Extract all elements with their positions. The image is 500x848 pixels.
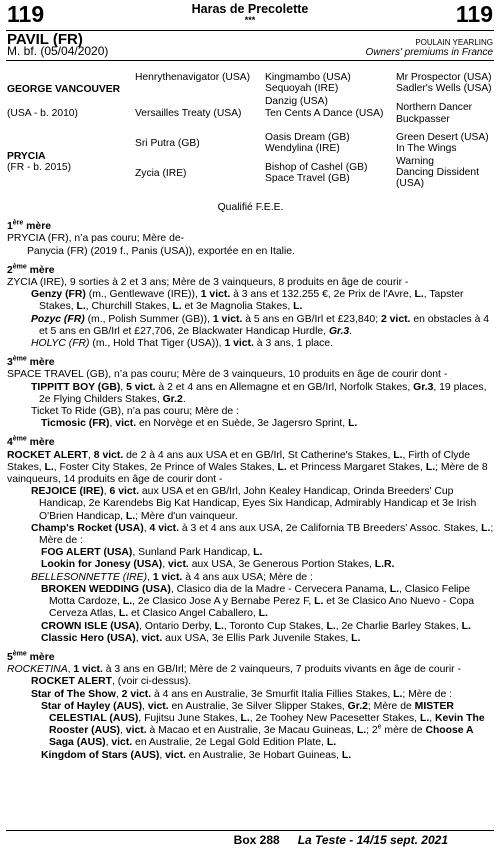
g4-4: Buckpasser (396, 114, 450, 125)
horse-name: PAVIL (FR) (7, 31, 83, 48)
section-1ere-mere: 1ère mère (7, 219, 52, 233)
paragraph: Panycia (FR) (2019 f., Panis (USA)), exportée en en Italie. (27, 245, 295, 257)
g4-1: Mr Prospector (USA) (396, 72, 492, 83)
lot-number-right: 119 (455, 1, 493, 27)
g3-1: Kingmambo (USA) (265, 72, 351, 83)
qualifie-note: Qualifié F.E.E. (217, 202, 284, 213)
paragraph: ROCKETINA, 1 vict. à 3 ans en GB/Irl; Mère de 2 vainqueurs, 7 produits vivants en âge de courir - (7, 664, 461, 676)
paragraph: Champ's Rocket (USA), 4 vict. à 3 et 4 ans aux USA, 2e California TB Breeders' Assoc. Stakes, L.; Mère de : (31, 522, 494, 547)
sale-venue-date: La Teste - 14/15 sept. 2021 (297, 833, 448, 847)
section-2eme-mere: 2ème mère (7, 263, 55, 276)
premiums-note: Owners' premiums in France (365, 47, 493, 58)
paragraph: SPACE TRAVEL (GB), n’a pas couru; Mère de 3 vainqueurs, 10 produits en âge de courir dont - (7, 369, 448, 381)
paragraph: Ticmosic (FR), vict. en Norvège et en Suède, 3e Jagersro Sprint, L. (41, 418, 358, 430)
g4-5: Green Desert (USA) (396, 132, 489, 143)
paragraph: Ticket To Ride (GB), n’a pas couru; Mère de : (31, 406, 239, 418)
g4-7: Warning (396, 156, 434, 167)
box-number: Box 288 (233, 833, 280, 847)
g3-5: Oasis Dream (GB) (265, 132, 350, 143)
paragraph: BROKEN WEDDING (USA), Clasico dia de la Madre - Cervecera Panama, L., Clasico Felipe Motta Cardoze, L., 2e Clasico Jose A y Bernabe Perez F, L. et 3e Clasico Ano Nuevo - Copa Cerveza Atlas, L. et Clasico Angel Caballero, L. (41, 583, 475, 620)
sire-name: GEORGE VANCOUVER (7, 84, 121, 95)
paragraph: HOLYC (FR) (m., Hold That Tiger (USA)), 1 vict. à 3 ans, 1 place. (31, 338, 334, 350)
paragraph: ROCKET ALERT, 8 vict. de 2 à 4 ans aux USA et en GB/Irl, St Catherine's Stakes, L., Firth of Clyde Stakes, L., Foster City Stakes, 2e Prince of Wales Stakes, L. et Princess Margaret Stakes, L.; Mère de 8 vainqueurs, 14 produits en âge de courir dont - (7, 449, 488, 486)
dam-info: (FR - b. 2015) (7, 162, 72, 173)
section-3eme-mere: 3ème mère (7, 355, 55, 369)
g2-dam-dam: Zycia (IRE) (135, 168, 187, 179)
paragraph: TIPPITT BOY (GB), 5 vict. à 2 et 4 ans en Allemagne et en GB/Irl, Norfolk Stakes, Gr.3, 19 places, 2e Flying Childers Stakes, Gr.2. (31, 381, 487, 405)
g2-sire-sire: Henrythenavigator (USA) (135, 72, 251, 83)
g3-4: Ten Cents A Dance (USA) (265, 108, 384, 119)
lot-number-left: 119 (7, 1, 45, 27)
paragraph: CROWN ISLE (USA), Ontario Derby, L., Toronto Cup Stakes, L., 2e Charlie Barley Stakes, L. (41, 620, 471, 632)
g4-6: In The Wings (396, 143, 457, 154)
paragraph: Star of Hayley (AUS), vict. en Australie, 3e Silver Slipper Stakes, Gr.2; Mère de MISTER CELESTIAL (AUS), Fujitsu June Stakes, L., 2e Toohey New Pacesetter Stakes, L., Kevin The Rooster (AUS), vict. à Macao et en Australie, 3e Macau Guineas, L.; 2e mère de Choose A Saga (AUS), vict. en Australie, 2e Legal Gold Edition Plate, L. (41, 700, 485, 749)
paragraph: REJOICE (IRE), 6 vict. aux USA et en GB/Irl, John Kealey Handicap, Orinda Breeders' Cup Handicap, 2e Karendebs Big Kat Handicap, Eyes Six Handicap, Admirably Handicap et 3e Irish O'Brien Handicap, L.; Mère d'un vainqueur. (31, 486, 477, 522)
bottom-rule (6, 830, 494, 831)
paragraph: ZYCIA (IRE), 9 sorties à 2 et 3 ans; Mère de 3 vainqueurs, 8 produits en âge de courir - (7, 277, 409, 289)
paragraph: ROCKET ALERT, (voir ci-dessus). (31, 676, 192, 688)
g3-7: Bishop of Cashel (GB) (265, 162, 368, 173)
paragraph: Classic Hero (USA), vict. aux USA, 3e Ellis Park Juvenile Stakes, L. (41, 632, 361, 644)
g3-3: Danzig (USA) (265, 96, 328, 107)
g3-6: Wendylina (IRE) (265, 143, 340, 154)
g4-3: Northern Dancer (396, 102, 473, 113)
paragraph: Lookin for Jonesy (USA), vict. aux USA, 3e Generous Portion Stakes, L.R. (41, 559, 395, 571)
paragraph: FOG ALERT (USA), Sunland Park Handicap, L. (41, 547, 263, 559)
paragraph: Star of The Show, 2 vict. à 4 ans en Australie, 3e Smurfit Italia Fillies Stakes, L.; Mère de : (31, 688, 453, 700)
paragraph: Pozyc (FR) (m., Polish Summer (GB)), 1 vict. à 5 ans en GB/Irl et £23,840; 2 vict. en obstacles à 4 et 5 ans en GB/Irl et £27,706, 2e Blackwater Handicap Hurdle, Gr.3. (31, 313, 490, 337)
paragraph: PRYCIA (FR), n’a pas couru; Mère de- (7, 233, 185, 245)
section-5eme-mere: 5ème mère (7, 650, 55, 663)
paragraph: Kingdom of Stars (AUS), vict. en Australie, 3e Hobart Guineas, L. (41, 749, 352, 761)
g3-8: Space Travel (GB) (265, 173, 350, 184)
section-4eme-mere: 4ème mère (7, 435, 55, 449)
dam-name: PRYCIA (7, 151, 46, 162)
paragraph: Genzy (FR) (m., Gentlewave (IRE)), 1 vict. à 3 ans et 132.255 €, 2e Prix de l'Avre, L., Tapster Stakes, L., Churchill Stakes, L. et 3e Magnolia Stakes, L. (31, 289, 464, 313)
footer (234, 834, 448, 847)
consignor-title: Haras de Precolette (191, 2, 309, 16)
sale-category: POULAIN YEARLING (415, 38, 493, 47)
pedigree-rule (6, 60, 494, 61)
g2-dam-sire: Sri Putra (GB) (135, 138, 200, 149)
paragraph: BELLESONNETTE (IRE), 1 vict. à 4 ans aux USA; Mère de : (31, 571, 313, 583)
sire-info: (USA - b. 2010) (7, 108, 78, 119)
g2-sire-dam: Versailles Treaty (USA) (135, 108, 242, 119)
g3-2: Sequoyah (IRE) (265, 83, 339, 94)
produce-record (7, 202, 494, 762)
horse-details: M. bf. (05/04/2020) (7, 44, 109, 58)
g4-8: Dancing Dissident (USA) (396, 167, 479, 190)
stars: *** (244, 15, 256, 25)
g4-2: Sadler's Wells (USA) (396, 83, 492, 94)
